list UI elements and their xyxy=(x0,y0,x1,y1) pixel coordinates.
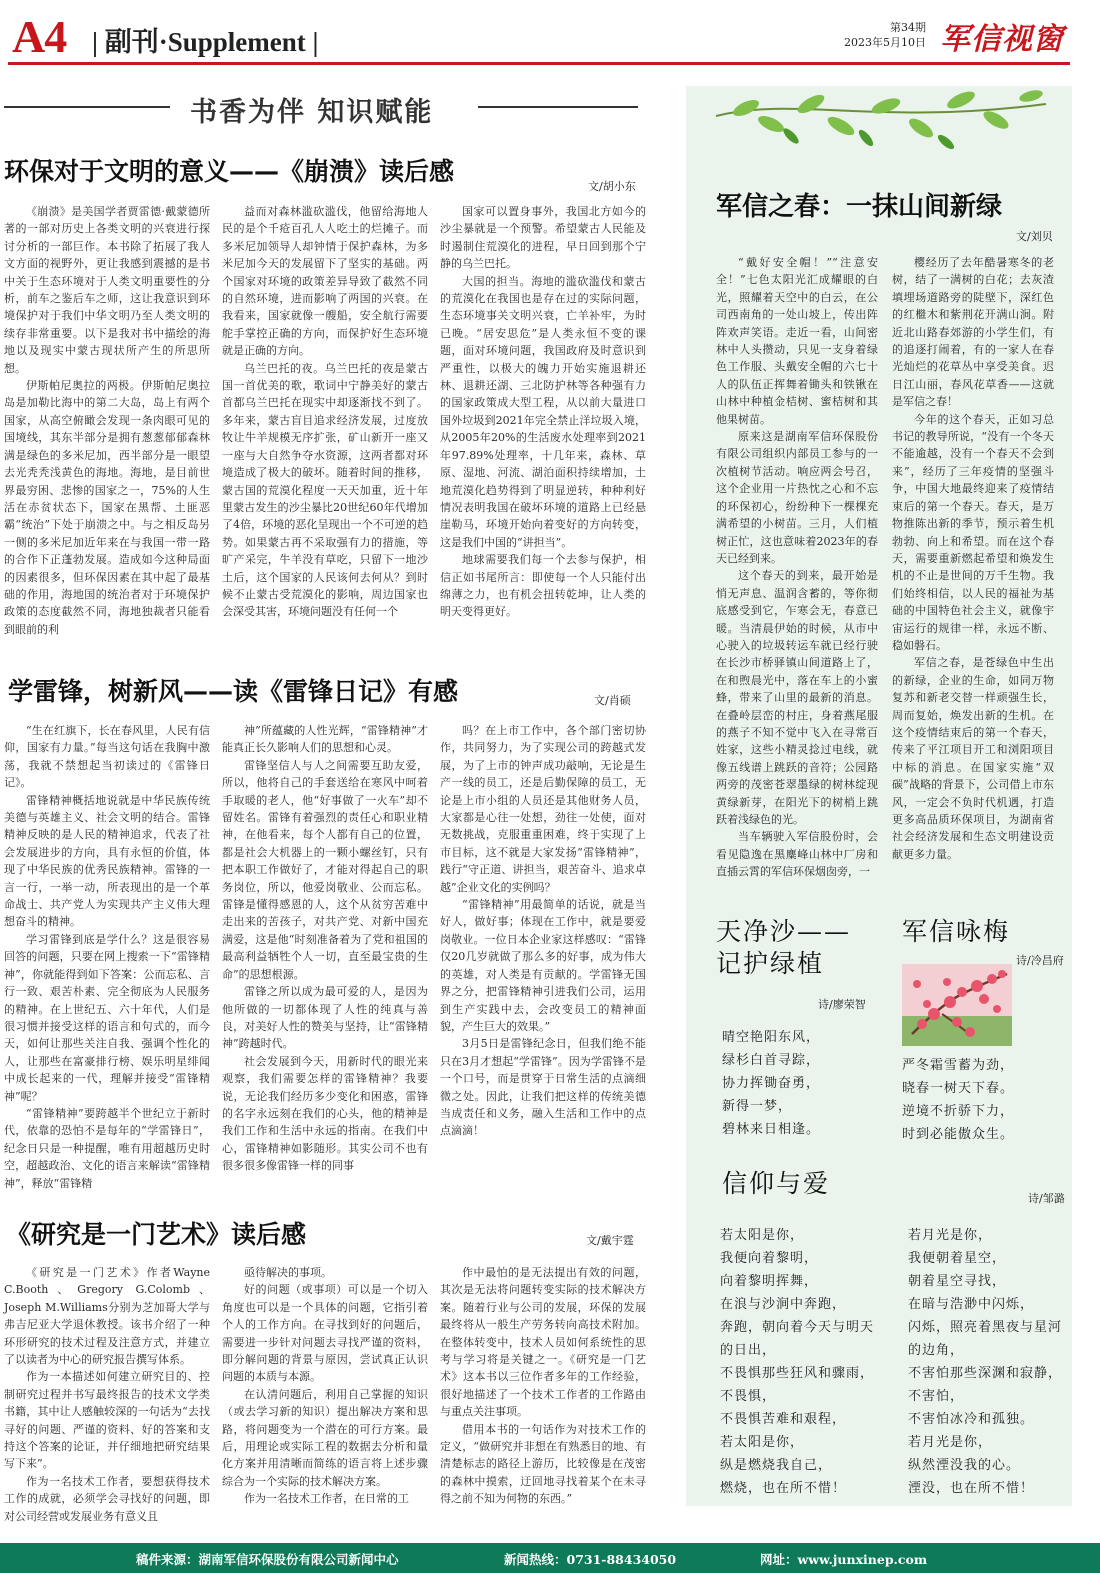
poem-line: 在暗与浩渺中闪烁， xyxy=(908,1297,1035,1312)
poem-line: 我便朝着星空， xyxy=(908,1251,1007,1266)
poem3-left-stanza xyxy=(720,1224,874,1500)
poem-line: 在浪与沙涧中奔跑， xyxy=(720,1297,847,1312)
paragraph: 地球需要我们每一个去参与保护，相信正如书尾所言：即使每一个人只能付出绵薄之力，也有机会扭转乾坤，让人类的明天变得更好。 xyxy=(440,553,646,619)
banner-rule-right xyxy=(478,106,638,108)
poem-line: 若月光是你， xyxy=(908,1228,993,1243)
paragraph: 作为一名技术工作者，在日常的工 xyxy=(244,1492,409,1506)
paragraph: “生在红旗下，长在春风里，人民有信仰，国家有力量。”每当这句话在我胸中激荡，我就不禁想起当初读过的《雷锋日记》。 xyxy=(4,724,210,790)
article3-title: 《研究是一门艺术》读后感 xyxy=(6,1220,307,1249)
poem-line: 不害怕那些深渊和寂静， xyxy=(908,1366,1063,1381)
poem-line: 不畏惧那些狂风和骤雨， xyxy=(720,1366,875,1381)
article2-col1 xyxy=(4,722,210,1190)
poem-line: 向着黎明挥舞， xyxy=(720,1274,819,1289)
article2-byline: 文/肖硕 xyxy=(594,694,631,707)
poem-line: 我便向着黎明， xyxy=(720,1251,819,1266)
article2-col2 xyxy=(222,722,428,1190)
paragraph: 社会发展到今天，用新时代的眼光来观察，我们需要怎样的雷锋精神？我要说，无论我们经历多少变化和困惑，雷锋的名字永远刻在我们的心头，他的精神是我们工作和生活中永远的指南。在我们中心，雷锋精神如影随形。其实公司不也有很多很多像雷锋一样的同事 xyxy=(222,1054,428,1173)
issue-number: 第34期 xyxy=(890,21,926,34)
masthead-logo: 军信视窗 xyxy=(940,22,1064,57)
header-divider xyxy=(8,62,1070,65)
paragraph: 神”所蕴藏的人性光辉，“雷锋精神”才能真正长久影响人们的思想和心灵。 xyxy=(222,724,428,755)
paragraph: 大国的担当。海地的滥砍滥伐和蒙古的荒漠化在我国也是存在过的实际问题，生态环境事关文明兴衰，亡羊补牢，为时已晚。“居安思危”是人类永恒不变的课题，面对环境问题，我国政府及时意识到严重性，以极大的魄力开始实施退耕还林、退耕还湖、三北防护林等各种强有力的国家政策成大型工程，从以前大量进口国外垃圾到2021年完全禁止洋垃圾入境，从2005年20%的生活废水处理率到2021年97.89%处理率，十几年来，森林、草原、湿地、河流、湖泊面积持续增加，土地荒漠化趋势得到了明显逆转，种种利好情况表明我国在破坏环境的道路上已经悬崖勒马，环境开始向着变好的方向转变，这是我们中国的“讲担当”。 xyxy=(440,274,646,549)
poem-line: 朝着星空寻找， xyxy=(908,1274,1007,1289)
paragraph: 《崩溃》是美国学者贾雷德·戴蒙德所著的一部对历史上各类文明的兴衰进行探讨分析的一部巨作。本书除了拓展了我人文方面的视野外，更让我感到震撼的是书中关于生态环境对于人类文明重要性的分析，前车之鉴后车之师，这让我意识到环境保护对于我们中华文明乃至人类文明的续存非常重要。以下是我对书中描绘的海地以及现实中蒙古现状所产生的所思所想。 xyxy=(4,205,210,375)
poem-line: 纵然湮没我的心。 xyxy=(908,1458,1021,1473)
section-name: | 副刊·Supplement | xyxy=(92,27,319,57)
paragraph: 这个春天的到来，最开始是悄无声息、温润含蓄的，等你彻底感受到它，乍寒会无，春意已暖。当清晨伊始的时候，从市中心驶入的垃圾转运车就已经行驶在长沙市桥驿镇山间道路上了，在和煦晨光中，落在车上的小蜜蜂，带来了山里的最新的消息。在叠岭层峦的村庄，身着燕尾服的燕子不知不觉中飞入在寻常百姓家，这些小精灵捻过电线，就像五线谱上跳跃的音符；公园路两旁的茂密苍翠墨绿的树林绽现黄绿新芽，在阳光下的树梢上跳跃着浅绿色的光。 xyxy=(716,569,878,826)
paragraph: 乌兰巴托的夜。乌兰巴托的夜是蒙古国一首优美的歌，歌词中宁静美好的蒙古首都乌兰巴托在现实中却逐渐找不到了。多年来，蒙古盲目追求经济发展，过度放牧让牛羊规模无序扩张，矿山新开一座又一座与大自然争夺水资源，这两者都对环境造成了极大的破坏。随着时间的推移，蒙古国的荒漠化程度一天天加重，近十年里蒙古发生的沙尘暴比20世纪60年代增加了4倍，环境的恶化呈现出一个不可逆的趋势。如果蒙古再不采取强有力的措施，等旷产采完，牛羊没有草吃，只留下一地沙土后，这个国家的人民该何去何从？到时候不止蒙古受荒漠化的影响，周边国家也会深受其害，环境问题没有任何一个 xyxy=(222,361,428,619)
paragraph: 吗？在上市工作中，各个部门密切协作，共同努力，为了实现公司的跨越式发展，为了上市的钟声成功敲响，无论是生产一线的员工，还是后勤保障的员工，无论是上市小组的人员还是其他财务人员，大家都是心往一处想，劲往一处使，面对无数挑战，克服重重困难，终于实现了上市目标，这不就是大家发扬“雷锋精神”，践行“守正道、讲担当，艰苦奋斗、追求卓越”企业文化的实例吗？ xyxy=(440,724,646,894)
paragraph: “雷锋精神”要跨越半个世纪立于新时代，依靠的恐怕不是每年的“学雷锋日”，纪念日只是一种提醒，唯有用超越历史时空，超越政治、文化的语言来解读“雷锋精神”，释放“雷锋精 xyxy=(4,1106,210,1190)
paragraph: 原来这是湖南军信环保股份有限公司组织内部员工参与的一次植树节活动。响应两会号召，这个企业用一片热忱之心和不忘的环保初心，纷纷种下一棵棵充满希望的小树苗。三月，人们植树正忙，这也意味着2023年的春天已经到来。 xyxy=(716,430,878,565)
issue-date: 2023年5月10日 xyxy=(844,36,926,49)
paragraph: 益而对森林滥砍滥伐，他留给海地人民的是个千疮百孔人人吃土的烂摊子。而多米尼加领导人却钟情于保护森林，为多米尼加今天的发展留下了坚实的基础。两个国家对环境的政策差异导致了截然不同的自然环境，进而影响了两国的兴衰。在我看来，国家就像一艘船，安全航行需要舵手掌控正确的方向，而保护好生态环境就是正确的方向。 xyxy=(222,205,428,358)
article1-col1 xyxy=(4,203,210,636)
poem-line: 的日出， xyxy=(720,1343,777,1358)
poem-line: 闪烁，照亮着黑夜与星河 xyxy=(908,1320,1063,1335)
paragraph: 军信之春，是苍绿色中生出的新绿，企业的生命，如同万物复苏和新老交替一样顽强生长，周而复始，焕发出新的生机。在这个疫情结束后的第一个春天，传来了平江项目开工和浏阳项目中标的消息。在国家实施“双碳”战略的背景下，公司借上市东风，一定会不负时代机遇，打造更多高品质环保项目，为湖南省社会经济发展和生态文明建设贡献更多力量。 xyxy=(892,656,1054,861)
article3-col3 xyxy=(440,1264,646,1526)
side-panel xyxy=(686,86,1072,1506)
article2-title: 学雷锋，树新风——读《雷锋日记》有感 xyxy=(8,677,459,706)
paragraph: 作为一名技术工作者，要想获得技术工作的成就，必须学会寻找好的问题，即对公司经营或发展业务有意义且 xyxy=(4,1474,210,1523)
article3-byline: 文/戴宇霆 xyxy=(586,1234,634,1247)
article3-col1 xyxy=(4,1264,210,1526)
side-article-byline: 文/刘贝 xyxy=(1016,230,1053,243)
paragraph: 雷锋之所以成为最可爱的人，是因为他所做的一切都体现了人性的纯真与善良，对美好人性的赞美与坚持，让“雷锋精神”跨越时代。 xyxy=(222,985,428,1051)
paragraph: 伊斯帕尼奥拉的两极。伊斯帕尼奥拉岛是加勒比海中的第二大岛，岛上有两个国家，从高空俯瞰会发现一条肉眼可见的国境线，其东半部分是拥有葱葱郁郁森林满是绿色的多米尼加，西半部分是一眼望去光秃秃浅黄色的海地。海地，是目前世界最穷困、悲惨的国家之一，75%的人生活在赤贫状态下，国家在黑帮、土匪恶霸“统治”下处于崩溃之中。与之相反岛另一侧的多米尼加近年来在与我国一带一路的合作下正蓬勃发展。造成如今这种局面的因素很多，但环保因素在其中起了最基础的作用，海地国的统治者对于环境保护政策的态度截然不同，海地独裁者只能看到眼前的利 xyxy=(4,379,210,636)
poem-line: 不畏惧苦难和艰程， xyxy=(720,1412,847,1427)
article2-col3 xyxy=(440,722,646,1190)
paragraph: 在认清问题后，利用自己掌握的知识（或去学习新的知识）提出解决方案和思路，将问题变为一个潜在的可行方案。最后，用理论或实际工程的数据去分析和量化方案并用清晰而简练的语言将上述步骤综合为一个实际的技术解决方案。 xyxy=(222,1387,428,1488)
poem-line: 逆境不折骄下力， xyxy=(902,1104,1015,1119)
poem-line: 绿杉白首寻踪， xyxy=(722,1053,821,1068)
paragraph: 国家可以置身事外，我国北方如今的沙尘暴就是一个预警。希望蒙古人民能及时遏制住荒漠化的进程，早日回到那个宁静的乌兰巴托。 xyxy=(440,205,646,271)
side-article-title: 军信之春：一抹山间新绿 xyxy=(716,192,1003,222)
poem1-body xyxy=(722,1026,820,1141)
article1-title: 环保对于文明的意义——《崩溃》读后感 xyxy=(4,157,455,186)
leaf-branch-illustration xyxy=(716,86,1046,156)
page-footer xyxy=(0,1543,1100,1573)
paragraph: 雷锋精神概括地说就是中华民族传统美德与英雄主义、社会文明的结合。雷锋精神反映的是人民的精神追求，代表了社会发展进步的方向，具有永恒的价值，体现了中华民族的优秀民族精神。雷锋的一言一行，一举一动，所表现出的是一个革命战士、共产党人为实现共产主义伟大理想奋斗的精神。 xyxy=(4,793,210,929)
poem2-body xyxy=(902,1054,1014,1146)
paragraph: 作中最怕的是无法提出有效的问题，其次是无法将问题转变实际的技术解决方案。随着行业与公司的发展，环保的发展最终将从一般生产劳务转向高技术附加。在整体转变中，技术人员如何系统性的思考与学习将是关键之一。《研究是一门艺术》这本书以三位作者多年的工作经验，很好地描述了一个技术工作者的工作路由与重点关注事项。 xyxy=(440,1266,646,1419)
poem-line: 若太阳是你， xyxy=(720,1228,805,1243)
poem-line: 晴空艳阳东风， xyxy=(722,1030,821,1045)
poem-line: 严冬霜雪蓄为劲， xyxy=(902,1058,1015,1073)
poem-line: 纵是燃烧我自己， xyxy=(720,1458,833,1473)
poem-line: 新得一梦， xyxy=(722,1099,793,1114)
side-article-col1 xyxy=(716,254,878,879)
poem3-right-stanza xyxy=(908,1224,1062,1500)
footer-website[interactable]: 网址：www.junxinep.com xyxy=(760,1552,928,1567)
poem-line: 碧林来日相逢。 xyxy=(722,1122,821,1137)
poem1-title-line2: 记护绿植 xyxy=(716,949,825,978)
banner-rule-left xyxy=(4,106,170,108)
paragraph: 3月5日是雷锋纪念日，但我们绝不能只在3月才想起“学雷锋”。因为学雷锋不是一个口号，而是贯穿于日常生活的点滴细微之处。因此，让我们把这样的传统美德当成责任和义务，融入生活和工作中的点点滴滴！ xyxy=(440,1037,646,1138)
poem2-author: 诗/冷昌府 xyxy=(1016,954,1064,967)
article1-col2 xyxy=(222,203,428,633)
paragraph: “戴好安全帽！”“注意安全！”七色太阳光汇成耀眼的白光，照耀着天空中的白云，在公司西南角的一处山坡上，传出阵阵欢声笑语。走近一看，山间密林中人头攒动，只见一支身着绿色工作服、头戴安全帽的六七十人的队伍正挥舞着锄头和铁锹在山林中种植金桔树、蜜桔树和其他果树苗。 xyxy=(716,256,878,426)
paragraph: 好的问题（或事项）可以是一个切入角度也可以是一个具体的问题，它指引着个人的工作方向。在寻找到好的问题后，需要进一步针对问题去寻找严谨的资料，即分解问题的背景与原因，尝试真正认识问题的本质与本源。 xyxy=(222,1283,428,1384)
poem-line: 的边角， xyxy=(908,1343,965,1358)
article1-col3 xyxy=(440,203,646,633)
poem1-author: 诗/廖荣智 xyxy=(818,998,866,1011)
footer-hotline: 新闻热线：0731-88434050 xyxy=(504,1552,677,1567)
paragraph: 借用本书的一句话作为对技术工作的定义，“做研究并非想在有熟悉目的地、有清楚标志的路径上游历，比较像是在茂密的森林中摸索，迂回地寻找着某个在未寻得之前不知为何物的东西。” xyxy=(440,1422,646,1506)
poem-line: 晓春一树天下春。 xyxy=(902,1081,1015,1096)
paragraph: 学习雷锋到底是学什么？这是很容易回答的问题，只要在网上搜索一下“雷锋精神”，你就能得到如下答案：公而忘私、言行一致、艰苦朴素、完全彻底为人民服务的精神。在上世纪五、六十年代，人们是很习惯并接受这样的语言和句式的，而今天，如何让那些关注自我、强调个性化的人，让那些在富豪排行榜、娱乐明星绯闻中成长起来的一代，理解并接受“雷锋精神”呢？ xyxy=(4,932,210,1103)
paragraph: 今年的这个春天，正如习总书记的教导所说，“没有一个冬天不能逾越，没有一个春天不会到来”，经历了三年疫情的坚强斗争，中国大地最终迎来了疫情结束后的第一个春天。春天，是万物推陈出新的季节，预示着生机勃勃、向上和希望。而在这个春天，需要重新燃起希望和焕发生机的不止是世间的万千生物。我们始终相信，以人民的福祉为基础的中国特色社会主义，就像宇宙运行的规律一样，永远不断、稳如磐石。 xyxy=(892,412,1054,652)
poem-line: 燃烧，也在所不惜！ xyxy=(720,1481,847,1496)
page-number: A4 xyxy=(12,11,67,62)
poem-line: 不畏惧， xyxy=(720,1389,777,1404)
plum-blossom-photo xyxy=(902,964,1012,1046)
paragraph: 亟待解决的事项。 xyxy=(244,1266,332,1279)
footer-source: 稿件来源：湖南军信环保股份有限公司新闻中心 xyxy=(136,1552,399,1567)
poem-line: 若月光是你， xyxy=(908,1435,993,1450)
poem-line: 不害怕， xyxy=(908,1389,965,1404)
paragraph: 雷锋坚信人与人之间需要互助友爱，所以，他将自己的手套送给在寒风中呵着手取暖的老人，他“好事做了一火车”却不留姓名。雷锋有着强烈的责任心和职业精神，在他看来，每个人都有自己的位置，都是社会大机器上的一颗小螺丝钉，只有把本职工作做好了，才能对得起自己的职务岗位，所以，他爱岗敬业、公而忘私。雷锋是懂得感恩的人，这个从贫穷苦难中走出来的苦孩子，对共产党、对新中国充满爱，这是他“时刻准备着为了党和祖国的最高利益牺牲个人一切，直至最宝贵的生命”的思想根源。 xyxy=(222,758,428,981)
poem-line: 湮没，也在所不惜！ xyxy=(908,1481,1035,1496)
paragraph: “雷锋精神”用最简单的话说，就是当好人，做好事；体现在工作中，就是要爱岗敬业。一位日本企业家这样感叹：“雷锋仅20几岁就做了那么多的好事，成为伟大的英雄，对人类是有贡献的。学雷锋无国界之分，把雷锋精神引进我们公司，运用到生产实践中去，会改变员工的精神面貌，产生巨大的效果。” xyxy=(440,898,646,1033)
poem-line: 协力挥锄奋勇， xyxy=(722,1076,821,1091)
poem-line: 不害怕冰冷和孤独。 xyxy=(908,1412,1035,1427)
poem2-title: 军信咏梅 xyxy=(902,917,1011,946)
paragraph: 作为一本描述如何建立研究目的、控制研究过程并书写最终报告的技术文学类书籍，其中让人感触较深的一句话为“去找寻好的问题、严谨的资料、好的答案和支持这个答案的论证，并仔细地把研究结果写下来”。 xyxy=(4,1370,210,1471)
article1-byline: 文/胡小东 xyxy=(588,180,636,193)
side-article-col2 xyxy=(892,254,1054,866)
poem1-title-line1: 天净沙—— xyxy=(716,917,852,946)
page-header xyxy=(0,0,1100,70)
poem-line: 若太阳是你， xyxy=(720,1435,805,1450)
paragraph: 当车辆驶入军信股份时，会看见隐逸在黑麋峰山林中厂房和直插云霄的军信环保烟囱旁，一 xyxy=(716,830,878,879)
poem-line: 时到必能傲众生。 xyxy=(902,1127,1015,1142)
section-banner xyxy=(0,90,660,130)
issue-info xyxy=(820,20,926,50)
poem-line: 奔跑，朝向着今天与明天 xyxy=(720,1320,875,1335)
banner-text: 书香为伴 知识赋能 xyxy=(190,97,434,128)
poem3-title: 信仰与爱 xyxy=(722,1169,831,1198)
poem3-author: 诗/邹潞 xyxy=(1028,1192,1065,1205)
paragraph: 樱经历了去年酷暑寒冬的老树，结了一满树的白花；去灰渣填埋场道路旁的陡壁下，深红色的红檵木和紫荆花开满山涧。附近北山路春郊游的小学生们，有的追逐打闹着，有的一家人在春光灿烂的花草丛中享受美食。迟日江山丽，春风花草香——这就是军信之春！ xyxy=(892,256,1054,409)
article3-col2 xyxy=(222,1264,428,1526)
paragraph: 《研究是一门艺术》作者Wayne C.Booth、Gregory G.Colomb、Joseph M.Williams分别为芝加哥大学与弗吉尼亚大学退休教授。该书介绍了一种环形研究的技术过程及注意方式，并建立了以读者为中心的研究报告撰写体系。 xyxy=(4,1266,210,1367)
